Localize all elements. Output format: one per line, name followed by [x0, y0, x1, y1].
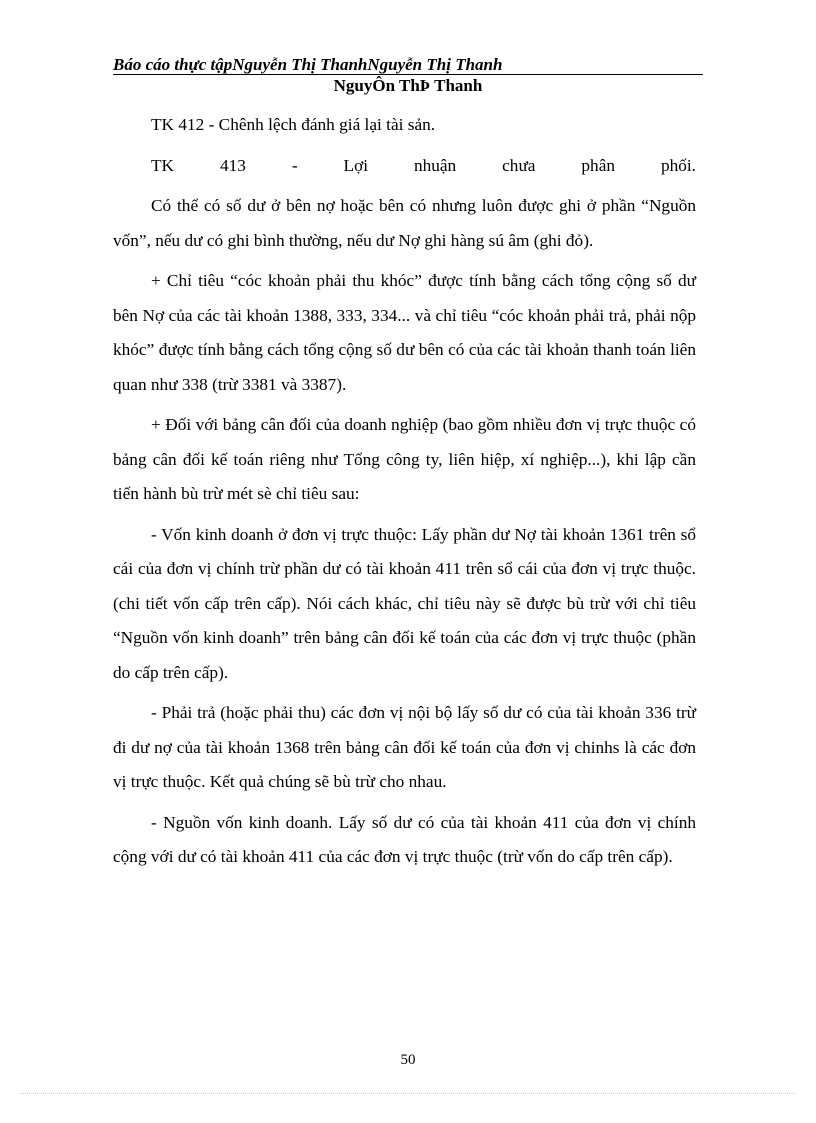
paragraph-tk412: TK 412 - Chênh lệch đánh giá lại tài sản. — [151, 115, 436, 134]
footer-divider — [20, 1093, 796, 1094]
header-author: NguyÔn ThÞ Thanh — [333, 76, 483, 95]
paragraph-internal-payables: - Phải trả (hoặc phải thu) các đơn vị nội bộ lấy số dư có của tài khoản 336 trừ đi dư nợ của tài khoản 1368 trên bảng cân đối kế toán của đơn vị chinhs là các đơn vị trực thuộc. Kết quả chúng sẽ bù trừ cho nhau. — [113, 703, 696, 791]
paragraph-receivables: + Chỉ tiêu “cóc khoản phải thu khóc” được tính bằng cách tổng cộng số dư bên Nợ của các tài khoản 1388, 333, 334... và chỉ tiêu “cóc khoản phải trả, phải nộp khóc” được tính bằng cách tổng cộng số dư bên có của các tài khoản thanh toán liên quan như 338 (trừ 3381 và 3387). — [113, 271, 696, 394]
document-body — [113, 108, 696, 875]
header-title: Báo cáo thực tậpNguyễn Thị ThanhNguyễn Thị Thanh — [113, 55, 703, 75]
page-header — [113, 55, 703, 96]
page-number: 50 — [400, 1052, 416, 1068]
paragraph-capital-source: - Nguồn vốn kinh doanh. Lấy số dư có của tài khoản 411 của đơn vị chính cộng với dư có tài khoản 411 của các đơn vị trực thuộc (trừ vốn do cấp trên cấp). — [113, 812, 696, 866]
paragraph-business-capital: - Vốn kinh doanh ở đơn vị trực thuộc: Lấy phần dư Nợ tài khoản 1361 trên sổ cái của đơn vị chính trừ phần dư có tài khoản 411 trên sổ cái của đơn vị trực thuộc. (chi tiết vốn cấp trên cấp). Nói cách khác, chỉ tiêu này sẽ được bù trừ với chỉ tiêu “Nguồn vốn kinh doanh” trên bảng cân đối kế toán của các đơn vị trực thuộc (phần do cấp trên cấp). — [113, 524, 696, 682]
paragraph-consolidation: + Đối với bảng cân đối của doanh nghiệp (bao gồm nhiều đơn vị trực thuộc có bảng cân đối kế toán riêng như Tổng công ty, liên hiệp, xí nghiệp...), khi lập cần tiến hành bù trừ mét sè chỉ tiêu sau: — [113, 415, 696, 503]
paragraph-balance-note: Có thể có số dư ở bên nợ hoặc bên có nhưng luôn được ghi ở phần “Nguồn vốn”, nếu dư có ghi bình thường, nếu dư Nợ ghi hàng sú âm (ghi đỏ). — [113, 196, 696, 250]
paragraph-tk413: TK 413 - Lợi nhuận chưa phân phối. — [151, 155, 696, 175]
